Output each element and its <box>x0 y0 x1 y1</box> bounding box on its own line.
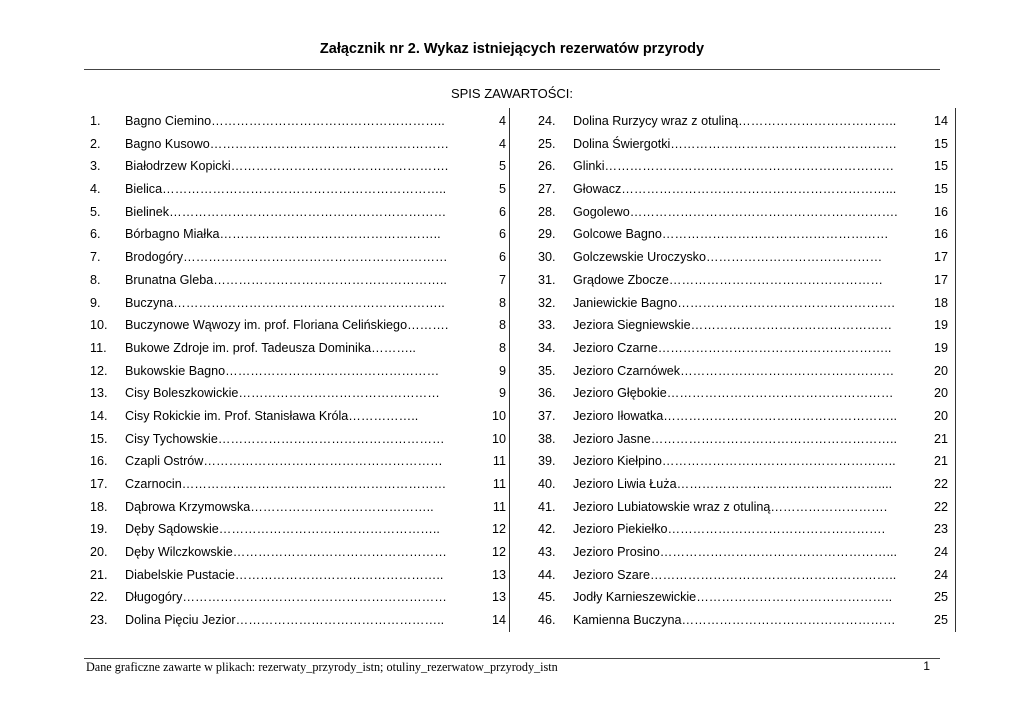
toc-entry-page: 24 <box>933 567 948 582</box>
toc-entry-name: Grądowe Zbocze…………………………………………… <box>573 272 883 287</box>
toc-entry <box>90 292 506 315</box>
toc-entry-name: Golcowe Bagno……………………………………………… <box>573 227 889 242</box>
toc-entry-number: 41. <box>538 499 556 514</box>
toc-entry <box>90 609 506 632</box>
toc-entry-number: 36. <box>538 386 556 401</box>
toc-entry <box>538 337 948 360</box>
toc-entry-number: 19. <box>90 522 108 537</box>
toc-entry-name: Dęby Wilczkowskie…………………………………………… <box>125 545 447 560</box>
toc-entry-number: 11. <box>90 340 107 355</box>
toc-entry <box>538 360 948 383</box>
toc-entry <box>90 586 506 609</box>
toc-entry-name: Diabelskie Pustacie………………………………………….. <box>125 567 444 582</box>
toc-entry-name: Brodogóry……………………………………………………… <box>125 250 448 265</box>
toc-entry <box>538 518 948 541</box>
toc-entry-page: 15 <box>933 182 948 197</box>
toc-heading: SPIS ZAWARTOŚCI: <box>450 86 574 101</box>
toc-entry-name: Dąbrowa Krzymowska…………………………………….. <box>125 499 434 514</box>
toc-entry-number: 17. <box>90 477 108 491</box>
toc-entry-number: 23. <box>90 613 108 628</box>
toc-entry <box>538 201 948 224</box>
toc-entry-number: 2. <box>90 136 101 151</box>
toc-entry-name: Dolina Rurzycy wraz z otuliną……………………………….. <box>573 114 897 128</box>
toc-entry-number: 12. <box>90 363 108 378</box>
toc-entry-name: Jezioro Szare………………………………………………….. <box>573 567 897 582</box>
toc-entry-page: 12 <box>491 522 506 537</box>
toc-entry-name: Jodły Karnieszewickie……………………………………….. <box>573 590 893 605</box>
toc-entry-number: 37. <box>538 408 556 423</box>
toc-entry-name: Dęby Sądowskie…………………………………………….. <box>125 522 440 537</box>
toc-entry <box>538 564 948 587</box>
toc-entry-name: Długogóry……………………………………………………… <box>125 590 447 605</box>
toc-entry-number: 24. <box>538 114 556 128</box>
toc-entry-number: 22. <box>90 590 108 605</box>
toc-entry-number: 28. <box>538 204 556 219</box>
toc-entry-page: 6 <box>498 204 506 219</box>
toc-entry-name: Dolina Pięciu Jezior………………………………………….. <box>125 613 445 628</box>
toc-entry-page: 14 <box>491 613 506 628</box>
toc-entry-page: 21 <box>933 454 948 469</box>
toc-entry <box>538 314 948 337</box>
toc-entry <box>538 473 948 496</box>
toc-entry-number: 26. <box>538 159 556 174</box>
header-rule <box>84 69 940 70</box>
toc-entry-page: 22 <box>933 499 948 514</box>
toc-entry-page: 11 <box>492 454 506 469</box>
toc-entry <box>90 246 506 269</box>
toc-entry-page: 16 <box>933 227 948 242</box>
page-title: Załącznik nr 2. Wykaz istniejących rezerwatów przyrody <box>319 41 705 57</box>
toc-entry-number: 27. <box>538 182 556 197</box>
toc-entry-number: 43. <box>538 545 556 560</box>
toc-entry <box>90 541 506 564</box>
toc-entry <box>90 223 506 246</box>
toc-entry <box>538 178 948 201</box>
toc-entry-page: 10 <box>491 431 506 446</box>
toc-entry-page: 25 <box>933 590 948 605</box>
toc-entry-name: Jezioro Iłowatka……………………………………………….. <box>573 408 897 423</box>
toc-entry <box>538 405 948 428</box>
toc-entry-name: Białodrzew Kopicki……………………………………………. <box>125 159 449 174</box>
toc-entry <box>538 133 948 156</box>
toc-entry-name: Golczewskie Uroczysko…………………………………… <box>573 250 883 265</box>
toc-entry-page: 20 <box>933 408 948 423</box>
toc-entry-page: 13 <box>491 567 506 582</box>
footer-rule <box>84 658 940 659</box>
toc-entry-name: Jezioro Czarnówek…………………………………………… <box>573 363 895 378</box>
toc-entry-name: Bielica………………………………………………………….. <box>125 182 447 197</box>
toc-entry-number: 13. <box>90 386 108 401</box>
toc-entry-number: 44. <box>538 567 556 582</box>
toc-entry <box>90 314 506 337</box>
toc-entry-page: 18 <box>933 295 948 310</box>
right-column-border <box>955 108 956 632</box>
toc-entry-page: 13 <box>491 590 506 605</box>
toc-entry-page: 22 <box>933 477 948 491</box>
toc-entry-name: Dolina Świergotki……………………………………………… <box>573 136 897 151</box>
toc-entry <box>90 201 506 224</box>
toc-entry-number: 3. <box>90 159 101 174</box>
toc-entry <box>90 496 506 519</box>
toc-entry <box>90 518 506 541</box>
toc-entry-number: 45. <box>538 590 556 605</box>
toc-entry <box>90 473 506 496</box>
toc-entry-name: Kamienna Buczyna…………………………………………… <box>573 613 896 628</box>
toc-entry-page: 10 <box>491 408 506 423</box>
toc-entry-name: Cisy Tychowskie……………………………………………… <box>125 431 445 446</box>
toc-entry <box>538 609 948 632</box>
toc-entry-number: 8. <box>90 272 101 287</box>
toc-entry-name: Bórbagno Miałka…………………………………………….. <box>125 227 441 242</box>
toc-entry <box>90 360 506 383</box>
toc-entry <box>90 155 506 178</box>
toc-entry-page: 14 <box>933 114 948 128</box>
toc-entry-name: Glinki…………………………………………………………… <box>573 159 895 174</box>
toc-entry-name: Jeziora Siegniewskie………………………………………… <box>573 318 893 333</box>
toc-entry <box>90 405 506 428</box>
toc-entry <box>538 110 948 133</box>
toc-entry-name: Buczyna……………………………………………………….. <box>125 295 445 310</box>
toc-entry-page: 8 <box>498 295 506 310</box>
toc-entry-name: Cisy Rokickie im. Prof. Stanisława Króla…………….. <box>125 408 419 423</box>
toc-entry <box>90 450 506 473</box>
toc-entry-page: 9 <box>498 363 506 378</box>
toc-entry-name: Głowacz………………………………………………………... <box>573 182 897 197</box>
toc-entry-page: 24 <box>933 545 948 560</box>
toc-entry <box>90 337 506 360</box>
toc-entry <box>90 428 506 451</box>
toc-entry <box>90 564 506 587</box>
toc-entry-page: 19 <box>933 318 948 333</box>
toc-entry-number: 18. <box>90 499 108 514</box>
toc-entry-name: Jezioro Prosino………………………………………………... <box>573 545 897 560</box>
toc-entry-name: Bagno Ciemino……………………………………………….. <box>125 114 445 128</box>
toc-entry <box>538 246 948 269</box>
toc-entry-number: 30. <box>538 250 556 265</box>
toc-entry-number: 6. <box>90 227 101 242</box>
toc-entry-number: 34. <box>538 340 556 355</box>
toc-entry-page: 19 <box>933 340 948 355</box>
toc-entry-number: 33. <box>538 318 556 333</box>
toc-entry-number: 25. <box>538 136 556 151</box>
toc-entry <box>90 382 506 405</box>
toc-entry-page: 4 <box>498 114 506 128</box>
toc-entry <box>90 133 506 156</box>
toc-entry <box>90 269 506 292</box>
toc-entry <box>538 382 948 405</box>
toc-entry-name: Jezioro Kiełpino……………………………………………….. <box>573 454 896 469</box>
toc-entry-name: Jezioro Liwia Łuża………………………………………….... <box>573 477 893 491</box>
toc-entry-name: Czarnocin……………………………………………………… <box>125 477 447 491</box>
toc-entry-page: 9 <box>498 386 506 401</box>
toc-entry-number: 35. <box>538 363 556 378</box>
toc-entry-name: Buczynowe Wąwozy im. prof. Floriana Celińskiego………. <box>125 318 449 333</box>
toc-entry-number: 42. <box>538 522 556 537</box>
toc-entry-name: Bukowskie Bagno…………………………………………… <box>125 363 440 378</box>
toc-entry <box>538 586 948 609</box>
toc-entry-page: 4 <box>498 136 506 151</box>
toc-entry-number: 15. <box>90 431 108 446</box>
toc-entry-name: Czapli Ostrów………………………………………………… <box>125 454 443 469</box>
toc-entry-name: Jezioro Piekiełko……………………………………………. <box>573 522 886 537</box>
toc-entry <box>538 155 948 178</box>
page-number: 1 <box>923 659 930 673</box>
toc-entry <box>538 292 948 315</box>
toc-entry-name: Cisy Boleszkowickie………………………………………… <box>125 386 440 401</box>
toc-entry-name: Gogolewo………………………………………………………. <box>573 204 898 219</box>
toc-entry-number: 1. <box>90 114 101 128</box>
toc-entry-number: 7. <box>90 250 101 265</box>
toc-entry-number: 39. <box>538 454 556 469</box>
toc-entry-page: 8 <box>498 340 506 355</box>
toc-entry <box>90 110 506 133</box>
toc-entry-name: Janiewickie Bagno……………………………………………. <box>573 295 895 310</box>
toc-entry-page: 20 <box>933 363 948 378</box>
toc-entry-page: 11 <box>492 477 506 491</box>
toc-entry-page: 5 <box>498 182 506 197</box>
toc-entry-number: 31. <box>538 272 556 287</box>
toc-entry <box>90 178 506 201</box>
toc-right-column <box>538 110 948 632</box>
toc-entry-page: 12 <box>491 545 506 560</box>
toc-entry-number: 4. <box>90 182 101 197</box>
toc-entry-page: 16 <box>933 204 948 219</box>
toc-entry <box>538 450 948 473</box>
toc-entry <box>538 269 948 292</box>
toc-entry-name: Jezioro Czarne……………………………………………….. <box>573 340 892 355</box>
toc-entry-number: 16. <box>90 454 108 469</box>
toc-left-column <box>90 110 506 632</box>
toc-entry-page: 17 <box>933 250 948 265</box>
toc-entry-number: 46. <box>538 613 556 628</box>
toc-entry <box>538 223 948 246</box>
toc-entry-number: 10. <box>90 318 108 333</box>
toc-entry-page: 5 <box>498 159 506 174</box>
toc-entry-name: Bukowe Zdroje im. prof. Tadeusza Dominika……….. <box>125 340 416 355</box>
toc-entry-number: 29. <box>538 227 556 242</box>
toc-entry-page: 21 <box>933 431 948 446</box>
toc-entry-page: 23 <box>933 522 948 537</box>
toc-entry-page: 11 <box>492 499 506 514</box>
toc-entry-page: 25 <box>933 613 948 628</box>
toc-entry-page: 7 <box>498 272 506 287</box>
toc-entry-name: Brunatna Gleba……………………………………………….. <box>125 272 447 287</box>
toc-entry-page: 17 <box>933 272 948 287</box>
toc-entry-name: Jezioro Jasne………………………………………………….. <box>573 431 897 446</box>
toc-entry-name: Jezioro Głębokie……………………………………………… <box>573 386 894 401</box>
toc-entry <box>538 428 948 451</box>
toc-entry-number: 32. <box>538 295 556 310</box>
toc-entry-name: Jezioro Lubiatowskie wraz z otuliną………………………. <box>573 499 888 514</box>
toc-entry-number: 20. <box>90 545 108 560</box>
toc-entry-page: 6 <box>498 227 506 242</box>
toc-entry-page: 15 <box>933 159 948 174</box>
toc-entry-number: 9. <box>90 295 101 310</box>
toc-entry-number: 5. <box>90 204 101 219</box>
toc-entry-name: Bagno Kusowo………………………………………………… <box>125 136 450 151</box>
toc-entry <box>538 541 948 564</box>
toc-entry <box>538 496 948 519</box>
toc-entry-number: 38. <box>538 431 556 446</box>
toc-entry-page: 20 <box>933 386 948 401</box>
toc-entry-name: Bielinek………………………………………………………… <box>125 204 447 219</box>
toc-entry-number: 14. <box>90 408 108 423</box>
toc-entry-page: 15 <box>933 136 948 151</box>
footer-note: Dane graficzne zawarte w plikach: rezerwaty_przyrody_istn; otuliny_rezerwatow_przyrody_istn <box>86 660 558 674</box>
toc-entry-page: 8 <box>498 318 506 333</box>
column-divider <box>509 108 510 632</box>
toc-entry-page: 6 <box>498 250 506 265</box>
toc-entry-number: 40. <box>538 477 556 491</box>
toc-entry-number: 21. <box>90 567 108 582</box>
